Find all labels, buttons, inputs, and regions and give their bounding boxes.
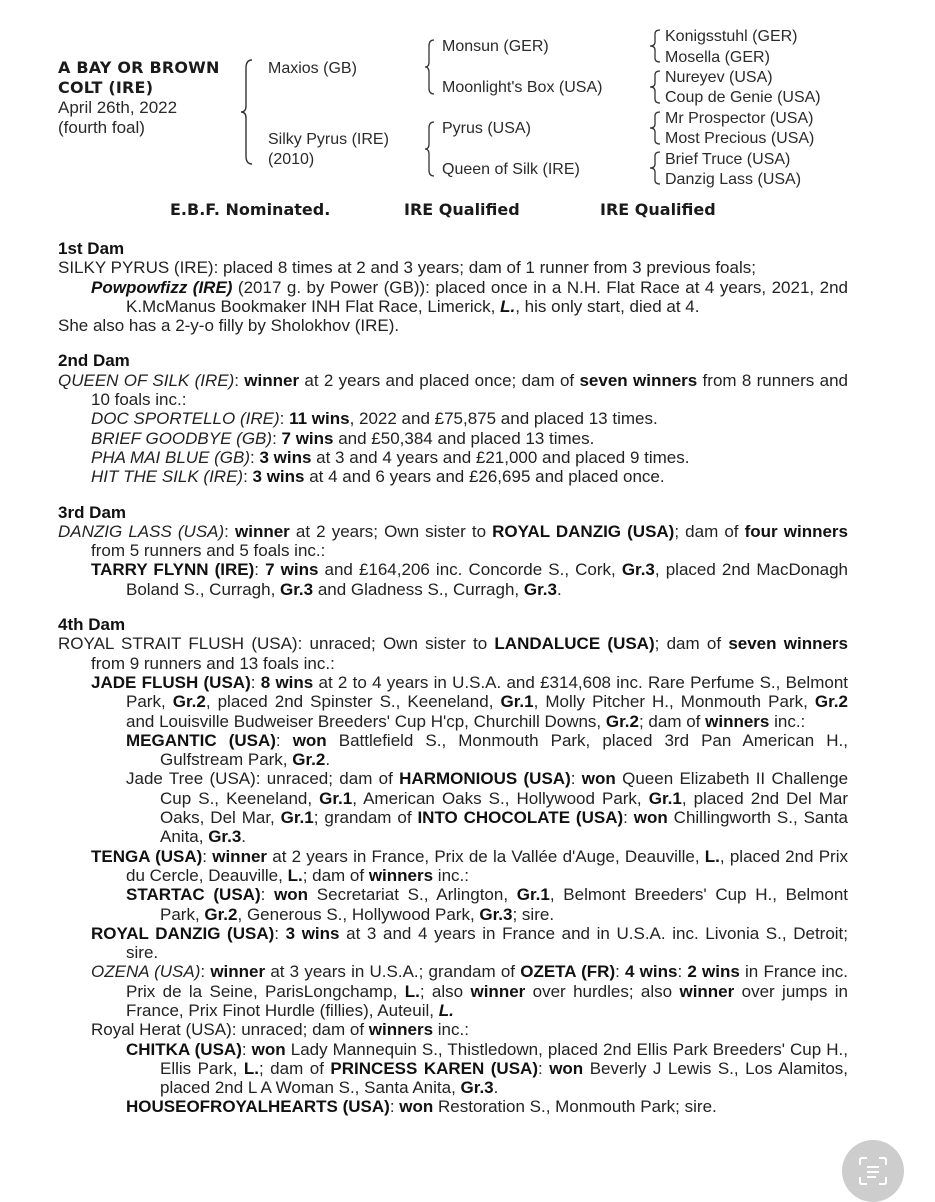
- text-run: seven winners: [579, 370, 698, 390]
- grandsire-6: Most Precious (USA): [665, 130, 815, 147]
- text-run: over jumps in France, Prix Finot Hurdle (fillies), Auteuil,: [126, 981, 848, 1020]
- text-run: ROYAL DANZIG (USA): [91, 923, 275, 943]
- grandsire-2: Mosella (GER): [665, 49, 770, 66]
- text-run: OZENA (USA): [91, 962, 201, 982]
- text-run: ; also: [419, 981, 471, 1001]
- ire-qualified-1: IRE Qualified: [404, 200, 520, 219]
- dam-year: (2010): [268, 151, 315, 168]
- text-run: at 3 and 4 years in France and in U.S.A. inc. Livonia S., Detroit; sire.: [126, 923, 849, 963]
- text-run: TARRY FLYNN (IRE): [91, 560, 255, 580]
- grandsire-5: Mr Prospector (USA): [665, 110, 814, 127]
- pedigree-chart: [0, 0, 935, 200]
- text-run: Gr.1: [280, 808, 314, 828]
- text-run: Chillingworth S., Santa Anita,: [160, 808, 848, 847]
- text-run: Gr.2: [292, 750, 326, 770]
- text-run: four winners: [744, 521, 848, 541]
- text-run: won: [581, 769, 616, 789]
- text-run: Beverly J Lewis S., Los Alamitos, placed 2nd L A Woman S., Santa Anita,: [160, 1058, 848, 1098]
- dam-entry: [58, 258, 848, 277]
- text-run: Jade Tree (USA): unraced; dam of: [126, 769, 400, 789]
- text-run: ; dam of: [674, 521, 745, 541]
- text-run: : placed 8 times at 2 and 3 years; dam of 1 runner from 3 previous foals;: [213, 258, 756, 278]
- grandsire-7: Brief Truce (USA): [665, 151, 791, 168]
- text-run: , American Oaks S., Hollywood Park,: [352, 788, 649, 808]
- text-run: ; dam of: [654, 634, 729, 654]
- text-run: :: [677, 962, 688, 982]
- brace-icon: [648, 28, 662, 64]
- text-run: winner: [244, 370, 300, 390]
- section-heading: 3rd Dam: [58, 502, 127, 522]
- text-run: 3 wins: [259, 447, 312, 467]
- foal-note: (fourth foal): [58, 118, 145, 137]
- brace-icon: [648, 150, 662, 186]
- text-run: inc.:: [433, 865, 469, 885]
- text-run: (2017 g. by Power (GB)): placed once in a N.H. Flat Race at 4 years, 2021, 2nd K.McManus Bookmaker INH Flat Race, Limerick,: [126, 277, 848, 316]
- also-note: She also has a 2-y-o filly by Sholokhov (IRE).: [58, 316, 400, 336]
- dam-sire-name: Pyrus (USA): [442, 120, 531, 137]
- text-run: ROYAL DANZIG (USA): [492, 521, 675, 541]
- text-run: , Belmont Breeders' Cup H., Belmont Park,: [160, 885, 849, 924]
- text-run: at 2 years; Own sister to: [289, 521, 493, 541]
- text-run: 8 wins: [260, 672, 314, 692]
- text-run: BRIEF GOODBYE (GB): [91, 428, 273, 448]
- text-run: and £50,384 and placed 13 times.: [333, 428, 595, 448]
- text-run: ; dam of: [302, 865, 369, 885]
- progeny-entry: CHITKA (USA): won Lady Mannequin S., Thistledown, placed 2nd Ellis Park Breeders' Cup H., Ellis Park, L.; dam of PRINCESS KAREN (USA): won Beverly J Lewis S., Los Alamitos, placed 2nd L A Woman S., Santa Anita, Gr.3.: [126, 1039, 848, 1098]
- text-run: Lady Mannequin S., Thistledown, placed 2nd Ellis Park Breeders' Cup H., Ellis Park,: [160, 1039, 848, 1078]
- dam-entry: [58, 371, 848, 410]
- progeny-entry: OZENA (USA): winner at 3 years in U.S.A.; grandam of OZETA (FR): 4 wins: 2 wins in France inc. Prix de la Seine, ParisLongchamp, L.; also winner over hurdles; also winner over jumps in France, Prix Finot Hurdle (fillies), Auteuil, L.: [91, 962, 848, 1020]
- text-run: Gr.3: [208, 827, 242, 847]
- scan-text-button[interactable]: [842, 1140, 904, 1202]
- text-run: Battlefield S., Monmouth Park, placed 3rd Pan American H., Gulfstream Park,: [160, 730, 848, 770]
- dam-entry: [58, 634, 848, 673]
- text-run: Powpowfizz (IRE): [91, 277, 233, 297]
- text-run: ; sire.: [512, 904, 555, 924]
- text-run: , Molly Pitcher H., Monmouth Park,: [533, 692, 815, 712]
- sire-name: Maxios (GB): [268, 60, 357, 77]
- brace-icon: [424, 120, 436, 178]
- text-run: inc.:: [769, 711, 806, 731]
- text-run: at 4 and 6 years and £26,695 and placed once.: [304, 467, 665, 487]
- text-run: ; dam of: [638, 711, 706, 731]
- text-run: won: [633, 808, 668, 828]
- ire-qualified-2: IRE Qualified: [600, 200, 716, 219]
- progeny-entry: HOUSEOFROYALHEARTS (USA): won Restoration S., Monmouth Park; sire.: [126, 1097, 717, 1117]
- text-run: at 3 years in U.S.A.; grandam of: [265, 962, 521, 982]
- progeny-entry: STARTAC (USA): won Secretariat S., Arlington, Gr.1, Belmont Breeders' Cup H., Belmont Park, Gr.2, Generous S., Hollywood Park, Gr.3; sire.: [126, 885, 849, 924]
- catalogue-page: [58, 239, 848, 1117]
- text-run: Gr.3: [280, 579, 314, 599]
- text-run: at 2 years and placed once; dam of: [299, 370, 580, 390]
- text-run: QUEEN OF SILK (IRE): [58, 370, 235, 390]
- text-run: OZETA (FR): [520, 962, 616, 982]
- text-run: Gr.1: [516, 885, 550, 905]
- text-run: Secretariat S., Arlington,: [308, 885, 517, 905]
- text-run: , 2022 and £75,875 and placed 13 times.: [349, 409, 658, 429]
- text-run: Gr.3: [479, 904, 513, 924]
- progeny-entry: PHA MAI BLUE (GB): 3 wins at 3 and 4 years and £21,000 and placed 9 times.: [91, 447, 690, 467]
- text-run: and £164,206 inc. Concorde S., Cork,: [318, 560, 622, 580]
- first-dam-section: [58, 239, 848, 335]
- dam-entry: DANZIG LASS (USA): winner at 2 years; Own sister to ROYAL DANZIG (USA); dam of four winners from 5 runners and 5 foals inc.:: [58, 521, 848, 561]
- text-run: Gr.2: [605, 711, 639, 731]
- text-run: , placed 2nd MacDonagh Boland S., Curragh,: [126, 560, 848, 599]
- progeny-entry: Jade Tree (USA): unraced; dam of HARMONIOUS (USA): won Queen Elizabeth II Challenge Cup S., Keeneland, Gr.1, American Oaks S., Hollywood Park, Gr.1, placed 2nd Del Mar Oaks, Del Mar, Gr.1; grandam of INTO CHOCOLATE (USA): won Chillingworth S., Santa Anita, Gr.3.: [126, 769, 849, 847]
- text-run: HOUSEOFROYALHEARTS (USA): [126, 1097, 390, 1117]
- progeny-entry: [58, 1020, 848, 1039]
- ebf-status: E.B.F. Nominated.: [170, 200, 331, 219]
- text-run: CHITKA (USA): [126, 1039, 242, 1059]
- text-run: winner: [210, 962, 266, 982]
- text-run: Gr.2: [814, 692, 848, 712]
- dam-dam-name: Queen of Silk (IRE): [442, 161, 580, 178]
- text-run: won: [549, 1058, 584, 1078]
- text-run: Gr.3: [523, 579, 557, 599]
- text-run: Gr.1: [648, 788, 682, 808]
- third-dam-section: [58, 503, 848, 599]
- progeny-entry: TARRY FLYNN (IRE): 7 wins and £164,206 inc. Concorde S., Cork, Gr.3, placed 2nd MacDonagh Boland S., Curragh, Gr.3 and Gladness S., Curragh, Gr.3.: [91, 560, 848, 599]
- text-run: : unraced; Own sister to: [297, 634, 495, 654]
- progeny-entry: TENGA (USA): winner at 2 years in France, Prix de la Vallée d'Auge, Deauville, L., placed 2nd Prix du Cercle, Deauville, L.; dam of winners inc.:: [91, 846, 848, 885]
- text-run: Gr.2: [172, 692, 206, 712]
- text-run: 3 wins: [285, 923, 340, 943]
- text-run: MEGANTIC (USA): [126, 730, 276, 750]
- grandsire-4: Coup de Genie (USA): [665, 89, 821, 106]
- second-dam-section: [58, 351, 848, 486]
- progeny-entry: DOC SPORTELLO (IRE): 11 wins, 2022 and £75,875 and placed 13 times.: [91, 409, 658, 429]
- text-run: winner: [212, 846, 268, 866]
- grandsire-3: Nureyev (USA): [665, 69, 773, 86]
- text-run: won: [274, 885, 309, 905]
- text-run: TENGA (USA): [91, 846, 203, 866]
- text-run: Gr.3: [621, 560, 655, 580]
- text-run: Gr.3: [460, 1078, 494, 1098]
- text-run: L.: [243, 1058, 259, 1078]
- fourth-dam-section: [58, 615, 848, 1117]
- text-run: won: [251, 1039, 286, 1059]
- text-run: winner: [235, 521, 290, 541]
- text-run: , his only start, died at 4.: [515, 296, 700, 316]
- text-run: HIT THE SILK (IRE): [91, 467, 244, 487]
- text-run: 2 wins: [687, 962, 740, 982]
- section-heading: 2nd Dam: [58, 351, 130, 371]
- colt-info: [58, 58, 228, 138]
- text-run: from 8 runners and 10 foals inc.:: [91, 370, 848, 410]
- text-run: L.: [704, 846, 720, 866]
- text-run: 3 wins: [252, 467, 305, 487]
- text-run: and Louisville Budweiser Breeders' Cup H'cp, Churchill Downs,: [126, 711, 606, 731]
- text-run: at 3 and 4 years and £21,000 and placed 9 times.: [311, 447, 690, 467]
- brace-icon: [424, 38, 436, 96]
- text-run: L.: [500, 296, 516, 316]
- text-run: Restoration S., Monmouth Park; sire.: [433, 1097, 717, 1117]
- text-run: at 2 to 4 years in U.S.A. and £314,608 inc. Rare Perfume S., Belmont Park,: [126, 672, 848, 712]
- progeny-entry: HIT THE SILK (IRE): 3 wins at 4 and 6 years and £26,695 and placed once.: [91, 467, 665, 487]
- text-run: from 5 runners and 5 foals inc.:: [91, 541, 326, 561]
- text-run: 11 wins: [289, 409, 350, 429]
- text-run: PHA MAI BLUE (GB): [91, 447, 251, 467]
- text-run: won: [292, 730, 327, 750]
- text-run: inc.:: [433, 1020, 469, 1040]
- text-run: SILKY PYRUS (IRE): [58, 258, 214, 278]
- progeny-entry: BRIEF GOODBYE (GB): 7 wins and £50,384 and placed 13 times.: [91, 428, 595, 448]
- text-run: and Gladness S., Curragh,: [313, 579, 524, 599]
- scan-text-icon: [858, 1156, 888, 1186]
- text-run: Queen Elizabeth II Challenge Cup S., Keeneland,: [160, 769, 849, 808]
- text-run: , Generous S., Hollywood Park,: [237, 904, 480, 924]
- sire-dam-name: Moonlight's Box (USA): [442, 79, 603, 96]
- text-run: Royal Herat (USA): unraced; dam of: [91, 1020, 369, 1040]
- colt-name: A BAY OR BROWN COLT (IRE): [58, 58, 220, 97]
- text-run: DANZIG LASS (USA): [58, 521, 225, 541]
- progeny-entry: MEGANTIC (USA): won Battlefield S., Monmouth Park, placed 3rd Pan American H., Gulfstream Park, Gr.2.: [126, 730, 848, 770]
- text-run: winners: [368, 1020, 434, 1040]
- text-run: ROYAL STRAIT FLUSH (USA): [58, 634, 298, 654]
- text-run: winners: [705, 711, 770, 731]
- text-run: LANDALUCE (USA): [494, 634, 655, 654]
- section-heading: 4th Dam: [58, 615, 126, 635]
- dam-name: Silky Pyrus (IRE): [268, 131, 389, 148]
- text-run: 4 wins: [625, 962, 678, 982]
- brace-icon: [240, 58, 254, 166]
- text-run: Gr.1: [319, 788, 353, 808]
- text-run: Gr.1: [500, 692, 534, 712]
- sire-sire-name: Monsun (GER): [442, 38, 549, 55]
- brace-icon: [648, 110, 662, 146]
- text-run: 7 wins: [281, 428, 334, 448]
- brace-icon: [648, 69, 662, 105]
- section-heading: 1st Dam: [58, 239, 125, 258]
- text-run: in France inc. Prix de la Seine, ParisLongchamp,: [126, 962, 848, 1001]
- text-run: , placed 2nd Prix du Cercle, Deauville,: [126, 846, 848, 885]
- text-run: L.: [287, 865, 303, 885]
- text-run: L.: [438, 1000, 454, 1020]
- text-run: seven winners: [728, 634, 848, 654]
- text-run: Gr.2: [204, 904, 238, 924]
- text-run: winner: [470, 981, 526, 1001]
- text-run: won: [399, 1097, 434, 1117]
- text-run: 7 wins: [265, 560, 319, 580]
- grandsire-1: Konigsstuhl (GER): [665, 28, 798, 45]
- text-run: DOC SPORTELLO (IRE): [91, 409, 280, 429]
- text-run: from 9 runners and 13 foals inc.:: [91, 653, 335, 673]
- text-run: HARMONIOUS (USA): [399, 769, 571, 789]
- text-run: , placed 2nd Spinster S., Keeneland,: [205, 692, 501, 712]
- text-run: winners: [368, 865, 434, 885]
- text-run: :: [234, 370, 245, 390]
- text-run: ; grandam of: [313, 808, 418, 828]
- progeny-entry: ROYAL DANZIG (USA): 3 wins at 3 and 4 years in France and in U.S.A. inc. Livonia S., Detroit; sire.: [91, 923, 849, 963]
- foaled-date: April 26th, 2022: [58, 98, 178, 117]
- text-run: ; dam of: [258, 1058, 331, 1078]
- progeny-entry: [58, 278, 848, 317]
- progeny-entry: JADE FLUSH (USA): 8 wins at 2 to 4 years in U.S.A. and £314,608 inc. Rare Perfume S., Belmont Park, Gr.2, placed 2nd Spinster S., Keeneland, Gr.1, Molly Pitcher H., Monmouth Park, Gr.2 and Louisville Budweiser Breeders' Cup H'cp, Churchill Downs, Gr.2; dam of winners inc.:: [91, 672, 848, 731]
- text-run: STARTAC (USA): [126, 885, 261, 905]
- text-run: INTO CHOCOLATE (USA): [417, 808, 624, 828]
- text-run: over hurdles; also: [525, 981, 680, 1001]
- text-run: at 2 years in France, Prix de la Vallée d'Auge, Deauville,: [267, 846, 705, 866]
- text-run: JADE FLUSH (USA): [91, 672, 251, 692]
- text-run: , placed 2nd Del Mar Oaks, Del Mar,: [160, 788, 848, 828]
- text-run: PRINCESS KAREN (USA): [330, 1058, 538, 1078]
- grandsire-8: Danzig Lass (USA): [665, 171, 802, 188]
- text-run: winner: [679, 981, 735, 1001]
- text-run: L.: [404, 981, 420, 1001]
